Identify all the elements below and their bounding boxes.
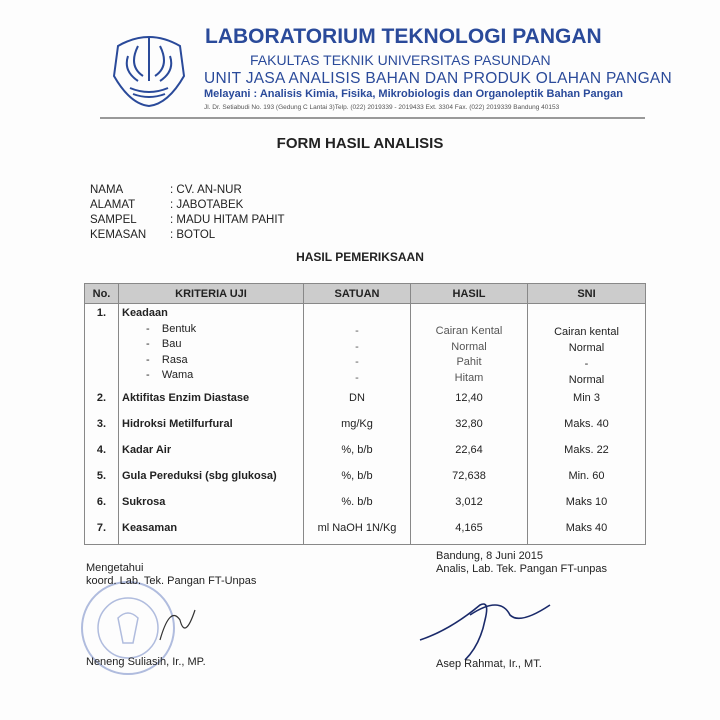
row-criteria: Kadar Air <box>119 440 304 466</box>
row-no: 1. <box>85 304 119 389</box>
sub-criteria: Rasa <box>161 353 188 366</box>
row-no: 6. <box>85 492 119 518</box>
table-row <box>85 518 646 545</box>
row-no: 7. <box>85 518 119 545</box>
row-result: 3,012 <box>411 492 528 518</box>
row-criteria: Gula Pereduksi (sbg glukosa) <box>119 466 304 492</box>
right-signature <box>410 585 560 665</box>
table-row <box>85 440 646 466</box>
right-sig-line2: Analis, Lab. Tek. Pangan FT-unpas <box>436 563 608 575</box>
info-label: KEMASAN <box>90 229 147 241</box>
col-header: KRITERIA UJI <box>119 284 304 304</box>
row-unit: ml NaOH 1N/Kg <box>304 518 411 545</box>
col-header: HASIL <box>411 284 528 304</box>
row-unit: %, b/b <box>304 466 411 492</box>
col-header: No. <box>85 284 119 304</box>
sub-result: Hitam <box>454 371 484 384</box>
row-sni: Maks. 40 <box>528 414 646 440</box>
sub-unit: - <box>355 325 359 337</box>
table-row <box>85 414 646 440</box>
unit-name: UNIT JASA ANALISIS BAHAN DAN PRODUK OLAHAN PANGAN <box>204 70 673 87</box>
row-criteria: Sukrosa <box>119 492 304 518</box>
left-sig-line2: koord. Lab. Tek. Pangan FT-Unpas <box>86 575 257 587</box>
row-criteria: Aktifitas Enzim Diastase <box>119 388 304 414</box>
info-label: ALAMAT <box>90 199 136 211</box>
row-criteria: Hidroksi Metilfurfural <box>119 414 304 440</box>
row-unit: %, b/b <box>304 440 411 466</box>
info-label: SAMPEL <box>90 214 137 226</box>
right-sig-name: Asep Rahmat, Ir., MT. <box>436 658 542 670</box>
col-header: SNI <box>528 284 646 304</box>
table-row <box>85 388 646 414</box>
lab-name: LABORATORIUM TEKNOLOGI PANGAN <box>205 25 602 48</box>
row-unit: mg/Kg <box>304 414 411 440</box>
col-header: SATUAN <box>304 284 411 304</box>
sub-sni: Normal <box>568 374 605 386</box>
row-result: 32,80 <box>411 414 528 440</box>
row-sni: Maks 10 <box>528 492 646 518</box>
row-no: 4. <box>85 440 119 466</box>
address-text: Jl. Dr. Setiabudi No. 193 (Gedung C Lantai 3)Telp. (022) 2019339 - 2019433 Ext. 3304 Fax. (022) 2019339 Bandung 40153 <box>204 104 560 111</box>
services-text: Melayani : Analisis Kimia, Fisika, Mikrobiologis dan Organoleptik Bahan Pangan <box>204 88 623 100</box>
sub-sni: - <box>584 358 589 370</box>
left-sig-name: Neneng Suliasih, Ir., MP. <box>86 656 206 668</box>
table-row <box>85 492 646 518</box>
faculty-name: FAKULTAS TEKNIK UNIVERSITAS PASUNDAN <box>250 52 551 68</box>
sub-unit: - <box>355 340 359 353</box>
university-logo <box>108 26 190 108</box>
sub-sni: Cairan kental <box>554 326 619 338</box>
row-criteria: Keasaman <box>119 518 304 545</box>
table-row: 1. Keadaan - Bentuk - Bau - Rasa - Wama - - - - Cairan Kental Normal Pahit Hitam Cairan kental Normal - Normal <box>85 304 646 389</box>
table-header <box>85 284 646 304</box>
info-value: : CV. AN-NUR <box>170 184 242 196</box>
sub-result: Pahit <box>456 356 482 368</box>
sub-result: Normal <box>451 340 487 353</box>
sub-unit: - <box>355 371 359 384</box>
sub-result: Cairan Kental <box>435 325 503 337</box>
row-sni: Min. 60 <box>528 466 646 492</box>
row-unit: DN <box>304 388 411 414</box>
info-value: : JABOTABEK <box>170 199 244 211</box>
right-sig-date: Bandung, 8 Juni 2015 <box>436 550 544 562</box>
left-signature <box>150 600 200 650</box>
sub-unit: - <box>355 356 359 368</box>
row-result: 22,64 <box>411 440 528 466</box>
row-unit: %. b/b <box>304 492 411 518</box>
row-criteria: Keadaan <box>122 307 168 319</box>
row-no: 5. <box>85 466 119 492</box>
row-result: 4,165 <box>411 518 528 545</box>
info-value: : MADU HITAM PAHIT <box>170 214 285 226</box>
row-result: 72,638 <box>411 466 528 492</box>
sub-sni: Normal <box>568 342 605 354</box>
sub-criteria: Bau <box>161 338 182 350</box>
sub-criteria: Wama <box>161 369 194 381</box>
info-value: : BOTOL <box>170 229 216 241</box>
results-subtitle: HASIL PEMERIKSAAN <box>296 250 424 264</box>
row-no: 2. <box>85 388 119 414</box>
row-sni: Maks. 22 <box>528 440 646 466</box>
row-result: 12,40 <box>411 388 528 414</box>
table-row <box>85 466 646 492</box>
left-sig-line1: Mengetahui <box>86 562 144 574</box>
row-no: 3. <box>85 414 119 440</box>
row-sni: Maks 40 <box>528 518 646 545</box>
header-divider <box>100 117 645 119</box>
form-title: FORM HASIL ANALISIS <box>276 135 444 152</box>
sample-info <box>88 182 287 244</box>
results-table <box>84 283 646 545</box>
info-label: NAMA <box>90 184 124 196</box>
sub-criteria: Bentuk <box>161 322 197 335</box>
row-sni: Min 3 <box>528 388 646 414</box>
